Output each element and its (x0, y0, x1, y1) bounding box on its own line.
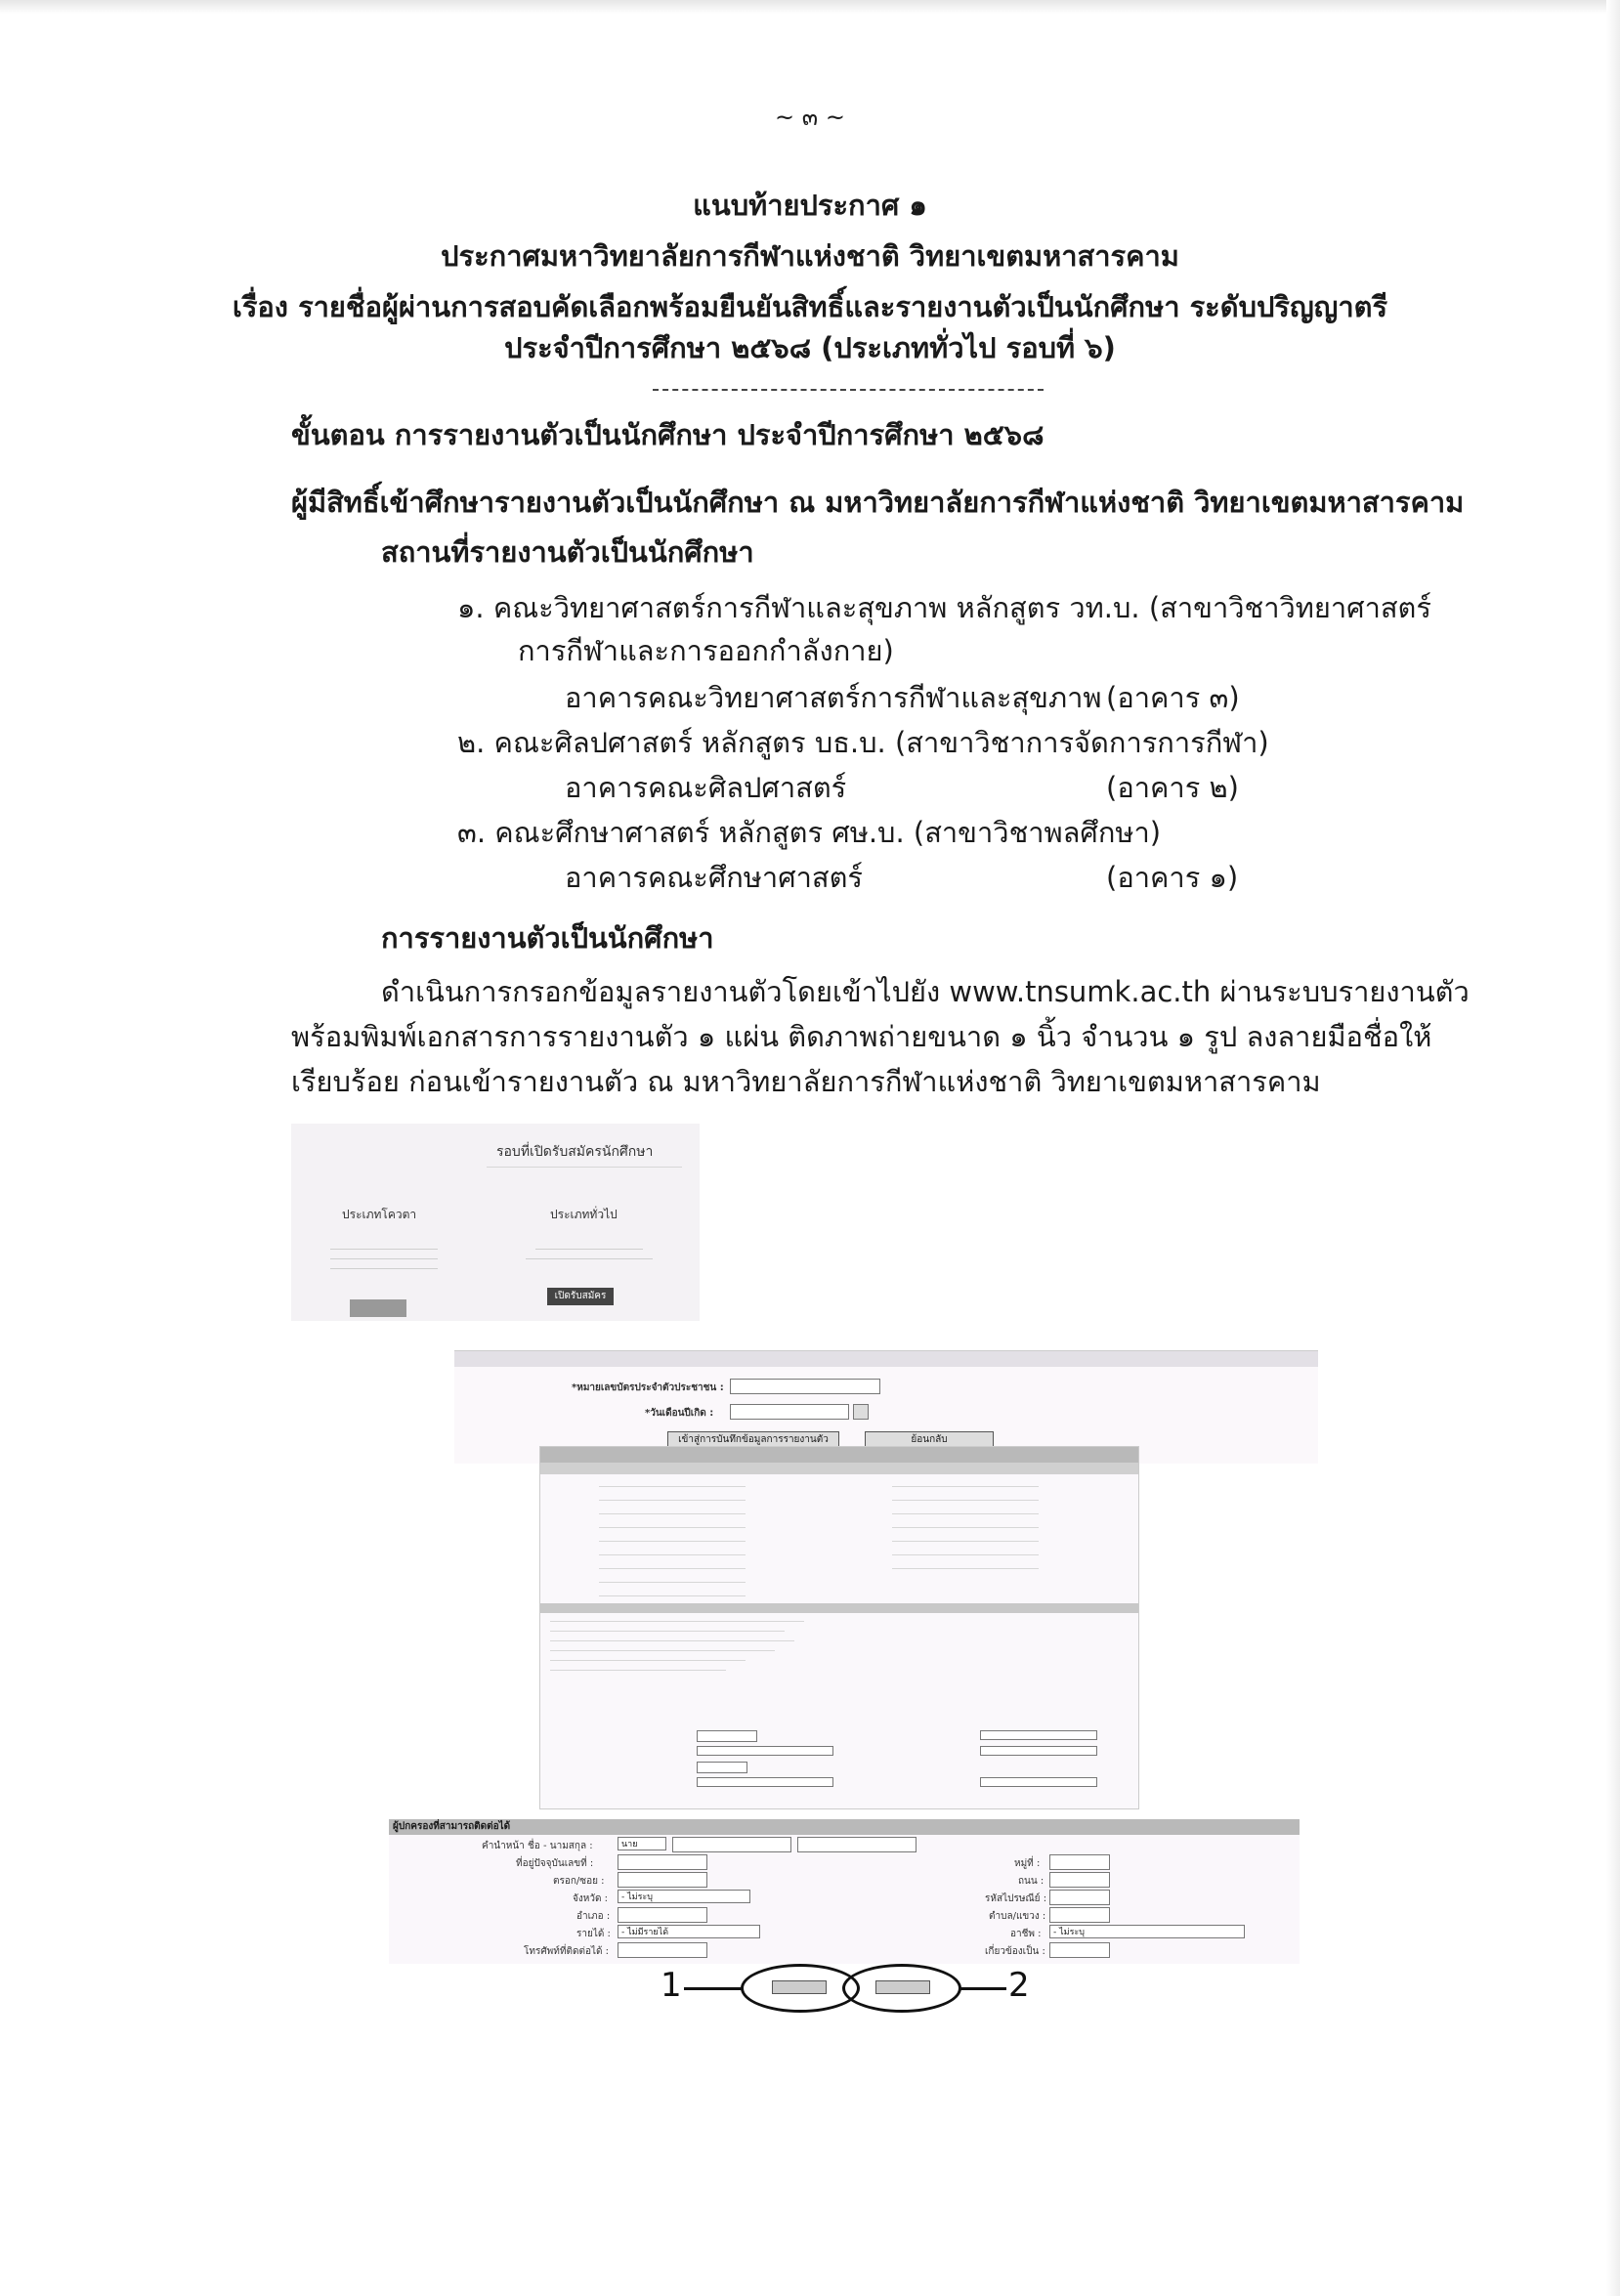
venue-1-building-no: (อาคาร ๓) (1106, 681, 1240, 714)
divider (653, 389, 1044, 391)
contact-label-province: จังหวัด : (573, 1893, 608, 1904)
form-row-9 (599, 1595, 746, 1596)
round-selection-screenshot (291, 1124, 700, 1321)
form-select-4[interactable] (980, 1746, 1097, 1756)
form-row-right-7 (892, 1568, 1039, 1569)
quota-detail-line-3 (330, 1268, 438, 1269)
venue-heading: สถานที่รายงานตัวเป็นนักศึกษา (381, 535, 754, 569)
venue-2-line-1: ๒. คณะศิลปศาสตร์ หลักสูตร บธ.บ. (สาขาวิชาการจัดการการกีฬา) (457, 726, 1269, 759)
eligible-text: ผู้มีสิทธิ์เข้าศึกษารายงานตัวเป็นนักศึกษา ณ มหาวิทยาลัยการกีฬาแห่งชาติ วิทยาเขตมหาสารคาม (291, 486, 1465, 519)
doc-checkbox-row-4 (550, 1650, 775, 1651)
province-select[interactable]: - ไม่ระบุ (618, 1890, 750, 1903)
form-select-5[interactable] (980, 1777, 1097, 1787)
road-input[interactable] (1049, 1872, 1110, 1888)
general-detail-line-1 (535, 1249, 643, 1250)
relation-input[interactable] (1049, 1942, 1110, 1958)
enter-report-button[interactable]: เข้าสู่การบันทึกข้อมูลการรายงานตัว (667, 1431, 839, 1449)
form-row-right-3 (892, 1513, 1039, 1514)
contact-label-relation: เกี่ยวข้องเป็น : (985, 1946, 1045, 1957)
form-field-2[interactable] (697, 1762, 747, 1773)
contact-label-job: อาชีพ : (1010, 1929, 1042, 1939)
round-title: รอบที่เปิดรับสมัครนักศึกษา (496, 1144, 654, 1160)
header-line-3: เรื่อง รายชื่อผู้ผ่านการสอบคัดเลือกพร้อมยืนยันสิทธิ์และรายงานตัวเป็นนักศึกษา ระดับปริญญาตรี (232, 290, 1388, 323)
guardian-contact-screenshot (389, 1819, 1300, 1964)
general-apply-button[interactable]: เปิดรับสมัคร (547, 1288, 614, 1305)
contact-label-subdistrict: ตำบล/แขวง : (989, 1911, 1046, 1922)
form-select-2[interactable] (697, 1777, 833, 1787)
form-row-7 (599, 1568, 746, 1569)
form-row-right-1 (892, 1486, 1039, 1487)
report-para-line-3: เรียบร้อย ก่อนเข้ารายงานตัว ณ มหาวิทยาลัยการกีฬาแห่งชาติ วิทยาเขตมหาสารคาม (291, 1065, 1321, 1098)
login-instruction-bar (454, 1351, 1318, 1367)
venue-1-line-1: ๑. คณะวิทยาศาสตร์การกีฬาและสุขภาพ หลักสูตร วท.บ. (สาขาวิชาวิทยาศาสตร์ (457, 591, 1431, 624)
marker-1: 1 (661, 1966, 682, 2005)
contact-section-bar: ผู้ปกครองที่สามารถติดต่อได้ (389, 1819, 1300, 1835)
form-row-right-4 (892, 1527, 1039, 1528)
form-subheader-bar (540, 1463, 1138, 1474)
venue-1-building: อาคารคณะวิทยาศาสตร์การกีฬาและสุขภาพ (565, 681, 1102, 714)
form-row-5 (599, 1541, 746, 1542)
header-line-4: ประจำปีการศึกษา ๒๕๖๘ (ประเภททั่วไป รอบที่ ๖) (504, 331, 1116, 364)
contact-label-road: ถนน : (1018, 1876, 1044, 1887)
form-row-3 (599, 1513, 746, 1514)
marker-2: 2 (1008, 1966, 1030, 2005)
round-title-underline (487, 1167, 682, 1168)
general-title: ประเภททั่วไป (550, 1208, 618, 1221)
job-select[interactable]: - ไม่ระบุ (1049, 1925, 1245, 1938)
marker-1-line (684, 1987, 743, 1990)
venue-2-building-no: (อาคาร ๒) (1106, 771, 1239, 804)
dob-label: *วันเดือนปีเกิด : (645, 1408, 714, 1419)
back-button[interactable]: ย้อนกลับ (865, 1431, 994, 1449)
quota-title: ประเภทโควตา (342, 1208, 417, 1221)
venue-3-line-1: ๓. คณะศึกษาศาสตร์ หลักสูตร ศษ.บ. (สาขาวิชาพลศึกษา) (457, 816, 1162, 849)
contact-label-soi: ตรอก/ซอย : (553, 1876, 605, 1887)
contact-label-address: ที่อยู่ปัจจุบันเลขที่ : (516, 1858, 594, 1869)
report-heading: การรายงานตัวเป็นนักศึกษา (381, 921, 714, 955)
form-select-1[interactable] (697, 1746, 833, 1756)
prefix-select[interactable]: นาย (618, 1837, 666, 1850)
form-row-right-6 (892, 1554, 1039, 1555)
form-row-4 (599, 1527, 746, 1528)
back-form-button[interactable] (772, 1980, 827, 1994)
doc-checkbox-row-5 (550, 1660, 746, 1661)
subdistrict-input[interactable] (1049, 1907, 1110, 1923)
first-name-input[interactable] (672, 1837, 791, 1852)
calendar-icon[interactable] (853, 1404, 869, 1420)
page-number: ~ ๓ ~ (775, 104, 845, 131)
print-form-button[interactable] (875, 1980, 930, 1994)
doc-checkbox-row-3 (550, 1640, 794, 1641)
general-detail-line-2 (526, 1258, 653, 1259)
marker-2-line (959, 1987, 1006, 1990)
form-row-1 (599, 1486, 746, 1487)
form-row-6 (599, 1554, 746, 1555)
soi-input[interactable] (618, 1872, 707, 1888)
venue-3-building: อาคารคณะศึกษาศาสตร์ (565, 861, 864, 894)
form-field-1[interactable] (697, 1730, 757, 1742)
district-input[interactable] (618, 1907, 707, 1923)
documents-bar (540, 1603, 1138, 1613)
dob-input[interactable] (730, 1404, 849, 1420)
report-form-screenshot (539, 1446, 1139, 1809)
contact-label-name: คำนำหน้า ชื่อ - นามสกุล : (482, 1841, 593, 1851)
quota-detail-line-2 (330, 1258, 438, 1259)
contact-label-phone: โทรศัพท์ที่ติดต่อได้ : (524, 1946, 610, 1957)
last-name-input[interactable] (797, 1837, 917, 1852)
address-input[interactable] (618, 1854, 707, 1870)
header-line-1: แนบท้ายประกาศ ๑ (693, 189, 927, 222)
form-row-2 (599, 1500, 746, 1501)
postcode-input[interactable] (1049, 1890, 1110, 1905)
venue-2-building: อาคารคณะศิลปศาสตร์ (565, 771, 847, 804)
contact-label-moo: หมู่ที่ : (1014, 1858, 1041, 1869)
id-input[interactable] (730, 1379, 880, 1394)
report-para-line-2: พร้อมพิมพ์เอกสารการรายงานตัว ๑ แผ่น ติดภาพถ่ายขนาด ๑ นิ้ว จำนวน ๑ รูป ลงลายมือชื่อให้ (291, 1020, 1432, 1053)
doc-checkbox-row-6 (550, 1670, 726, 1671)
header-line-2: ประกาศมหาวิทยาลัยการกีฬาแห่งชาติ วิทยาเขตมหาสารคาม (441, 239, 1179, 273)
venue-3-building-no: (อาคาร ๑) (1106, 861, 1239, 894)
doc-checkbox-row-1 (550, 1621, 804, 1622)
form-row-8 (599, 1582, 746, 1583)
id-label: *หมายเลขบัตรประจำตัวประชาชน : (572, 1382, 724, 1393)
step-title: ขั้นตอน การรายงานตัวเป็นนักศึกษา ประจำปีการศึกษา ๒๕๖๘ (291, 418, 1044, 451)
form-row-right-2 (892, 1500, 1039, 1501)
contact-label-district: อำเภอ : (576, 1911, 611, 1922)
venue-1-line-2: การกีฬาและการออกกำลังกาย) (518, 634, 894, 667)
doc-checkbox-row-2 (550, 1631, 785, 1632)
report-para-line-1: ดำเนินการกรอกข้อมูลรายงานตัวโดยเข้าไปยัง www.tnsumk.ac.th ผ่านระบบรายงานตัว (381, 975, 1470, 1008)
quota-detail-line-1 (330, 1249, 438, 1250)
phone-input[interactable] (618, 1942, 707, 1958)
contact-label-postcode: รหัสไปรษณีย์ : (985, 1893, 1047, 1904)
quota-apply-button[interactable] (350, 1299, 406, 1317)
income-select[interactable]: - ไม่มีรายได้ (618, 1925, 760, 1938)
moo-input[interactable] (1049, 1854, 1110, 1870)
contact-label-income: รายได้ : (576, 1929, 611, 1939)
form-row-right-5 (892, 1541, 1039, 1542)
form-header-bar (540, 1447, 1138, 1463)
form-select-3[interactable] (980, 1730, 1097, 1740)
scan-edge (0, 0, 1620, 14)
